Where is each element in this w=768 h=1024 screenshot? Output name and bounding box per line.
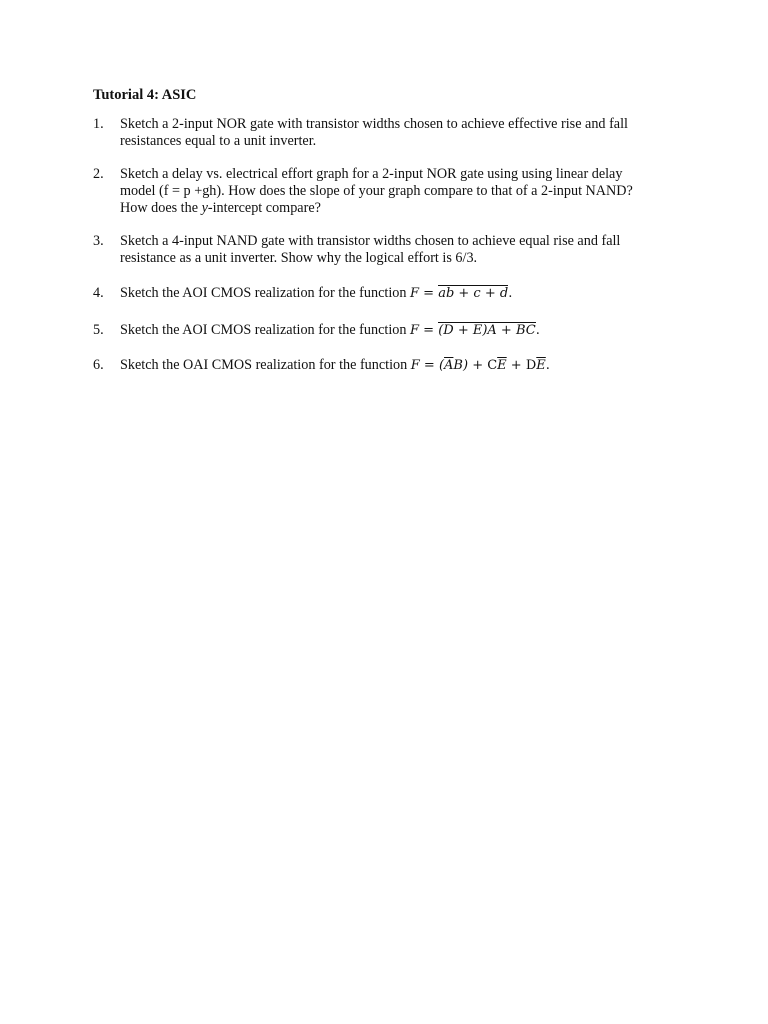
question-number: 1. [93,116,104,132]
question-number: 4. [93,285,104,301]
question-text-line [120,285,679,303]
math-complement-var: $\overline{A}$ [444,358,454,373]
question-text-line: model (f = p +gh). How does the slope of your graph compare to that of a 2-input NAND? [120,182,633,199]
math-complement-var: $\overline{E}$ [497,358,507,373]
question-text-line: resistances equal to a unit inverter. [120,132,317,149]
page-title: Tutorial 4: ASIC [93,87,197,103]
text-fragment: How does the [120,199,202,216]
question-1 [93,116,679,150]
math-tail: . [508,286,513,301]
math-lhs: F = [410,323,439,338]
question-6 [93,357,679,375]
math-var: C [487,358,498,373]
italic-variable: y [201,199,208,216]
question-text-line [120,357,679,375]
text-fragment: -intercept compare? [207,199,321,216]
question-text-line: Sketch a 4-input NAND gate with transistor widths chosen to achieve equal rise and fall [120,233,621,249]
question-4 [93,285,679,303]
math-expression [410,286,512,301]
question-text-line: Sketch a 2-input NOR gate with transistor widths chosen to achieve effective rise and fall [120,116,628,132]
question-text-line [120,200,679,217]
question-text-line [120,322,679,340]
math-expression [411,358,550,373]
math-lhs: F = ( [410,358,445,373]
math-expression [410,323,540,338]
question-number: 6. [93,357,104,373]
text-fragment: Sketch the OAI CMOS realization for the function [120,357,411,373]
text-fragment: Sketch the AOI CMOS realization for the function [120,322,410,338]
question-number: 2. [93,166,104,182]
math-lhs: F = [410,286,439,301]
math-complement-var: $\overline{E}$ [536,358,546,373]
question-5 [93,322,679,340]
question-2 [93,166,679,216]
math-operator: ) + [462,358,488,373]
math-overbar-term: ab + c + d [438,286,509,301]
question-number: 3. [93,233,104,249]
question-number: 5. [93,322,104,338]
math-tail: . [535,323,540,338]
math-operator: + [506,358,526,373]
math-overbar-term: (D + E)A + BC [438,323,536,338]
text-fragment: Sketch the AOI CMOS realization for the function [120,285,410,301]
math-var: B [453,358,463,373]
question-text-line: resistance as a unit inverter. Show why the logical effort is 6/3. [120,249,478,266]
question-3 [93,233,679,267]
math-var: D [525,358,537,373]
question-text-line: Sketch a delay vs. electrical effort graph for a 2-input NOR gate using using linear delay [120,166,623,182]
math-tail: . [545,358,550,373]
